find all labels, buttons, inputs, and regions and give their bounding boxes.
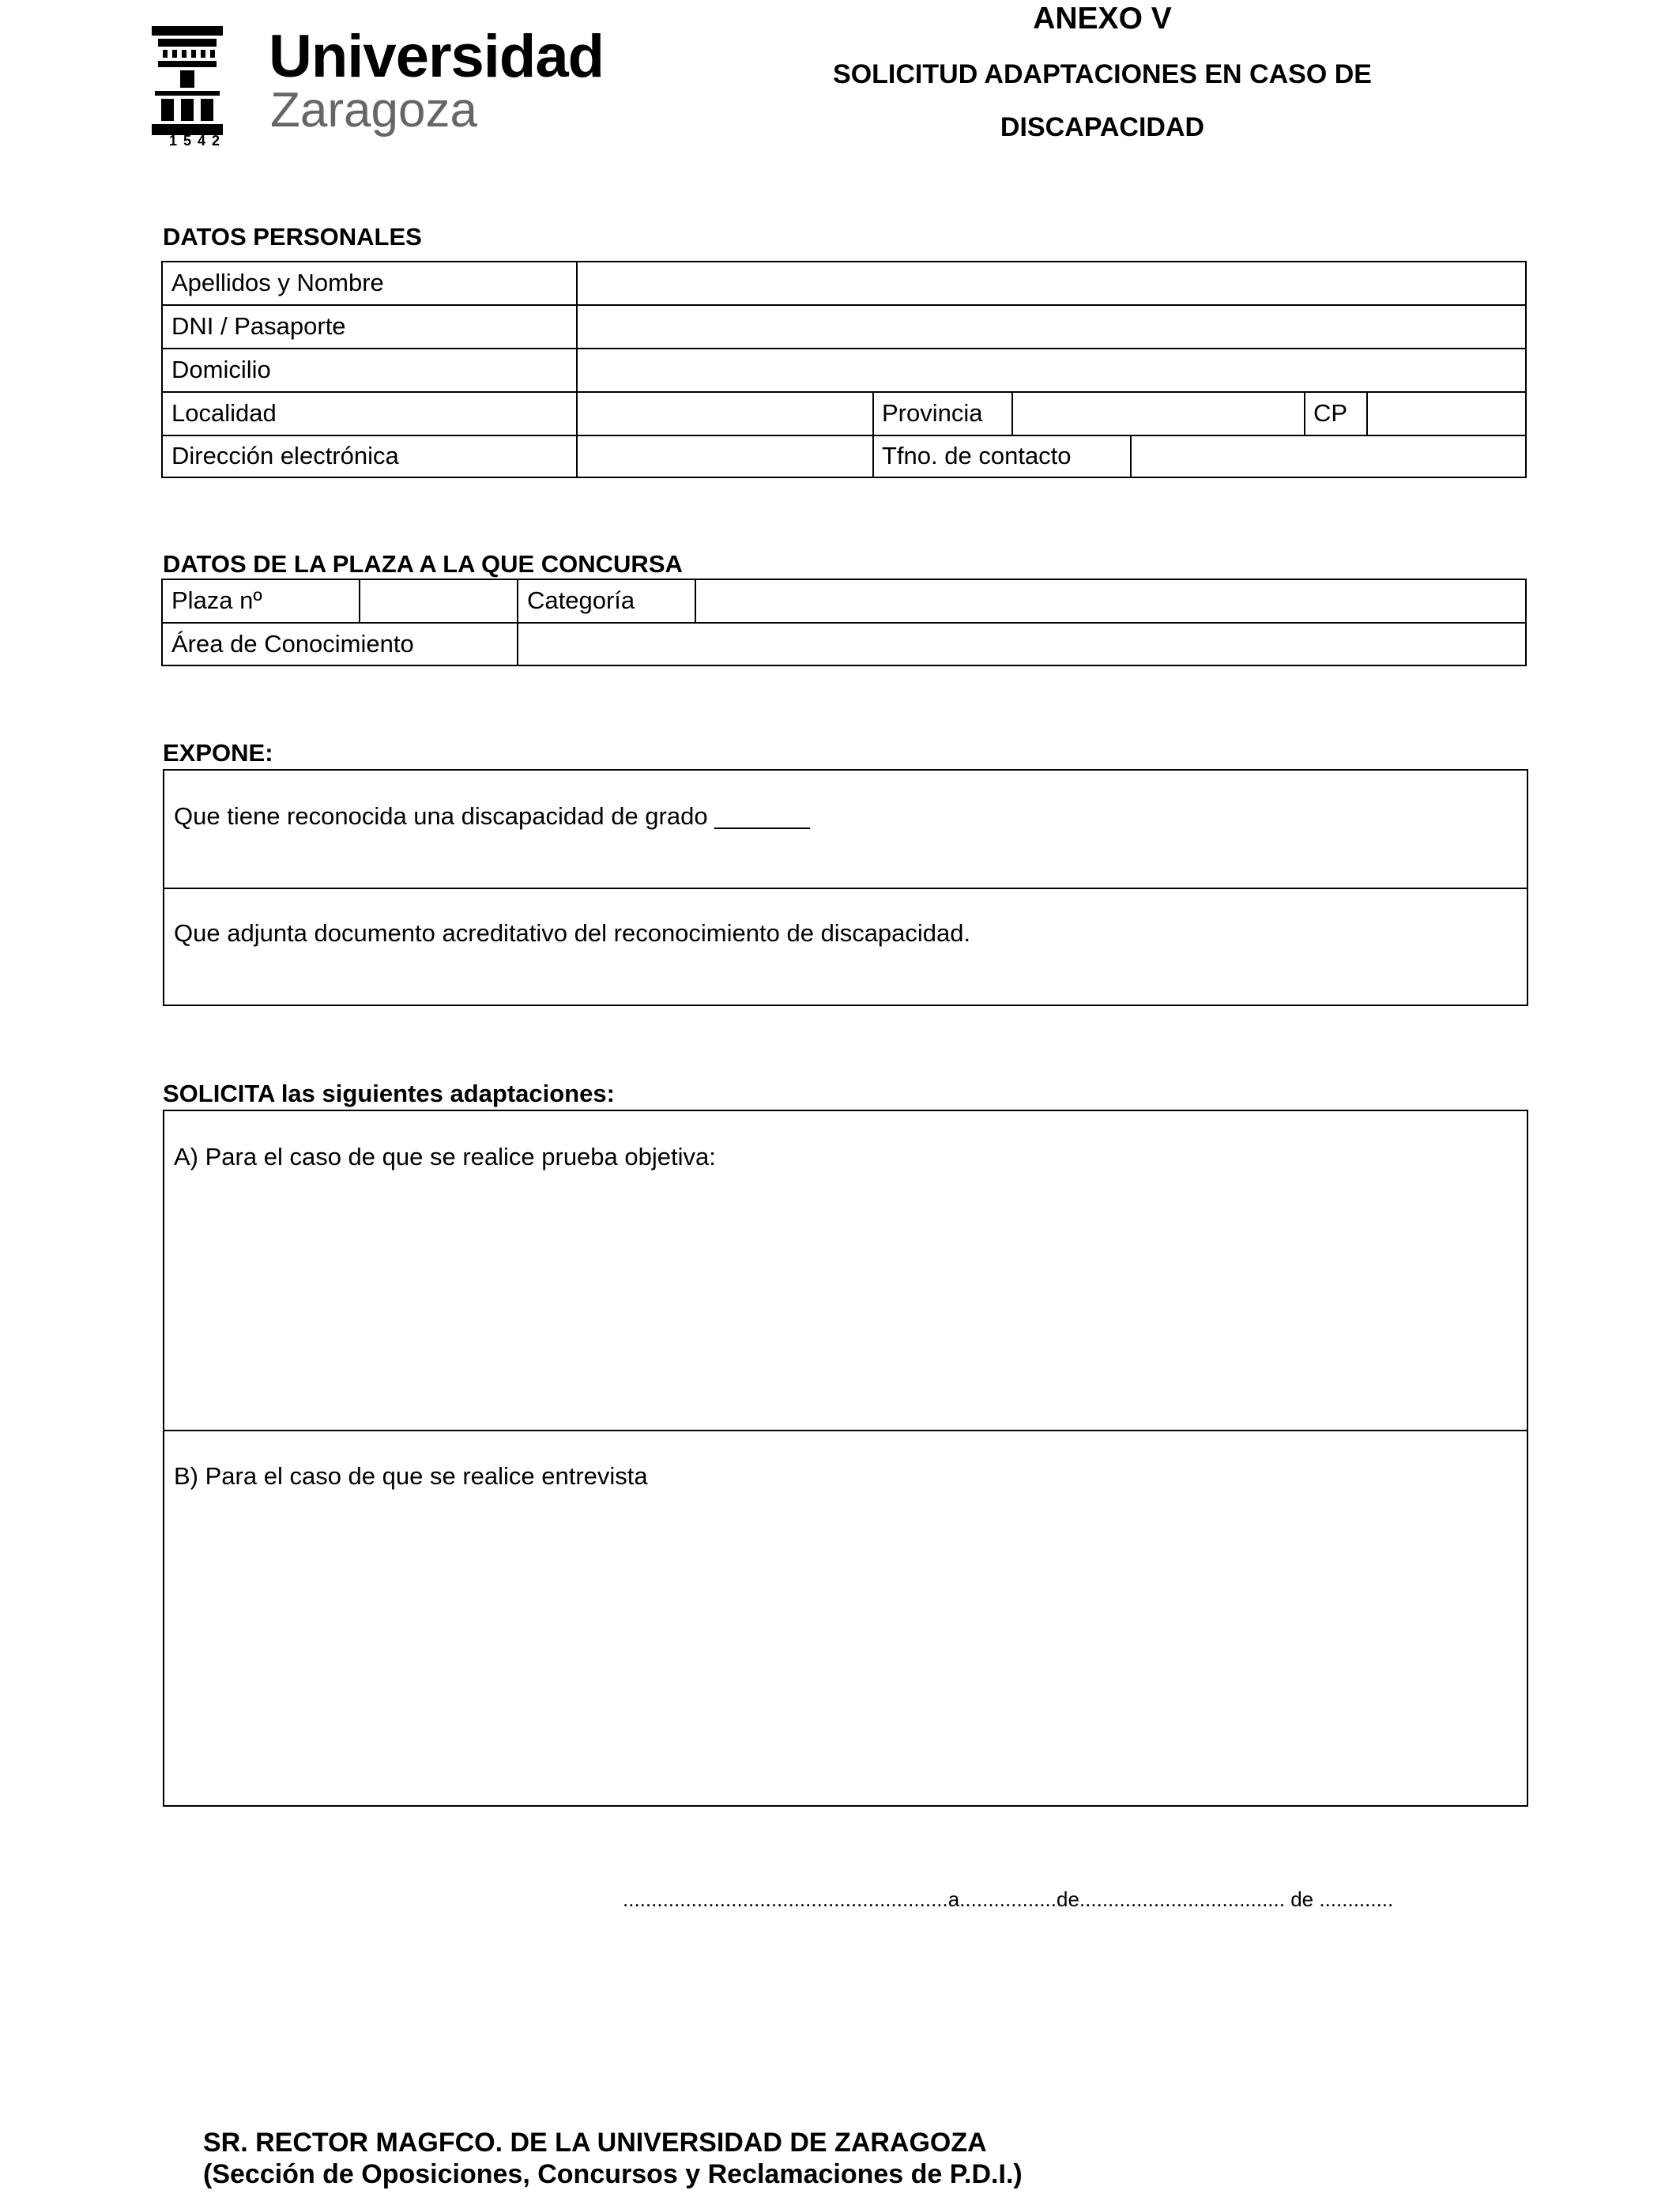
personal-section-title: DATOS PERSONALES xyxy=(163,223,422,251)
knowledge-area-field[interactable] xyxy=(518,624,1524,664)
category-field[interactable] xyxy=(696,580,1524,621)
name-label: Apellidos y Nombre xyxy=(171,269,384,296)
address-field[interactable] xyxy=(578,349,1524,390)
solicita-box xyxy=(163,1110,1528,1807)
postal-code-field[interactable] xyxy=(1368,393,1524,434)
university-logo xyxy=(152,22,605,156)
logo-brand-line2: Zaragoza xyxy=(270,83,477,138)
option-a-field[interactable] xyxy=(166,1182,1525,1427)
address-label: Domicilio xyxy=(171,356,271,383)
knowledge-area-label: Área de Conocimiento xyxy=(171,630,414,658)
addressee-section: (Sección de Oposiciones, Concursos y Reclamaciones de P.D.I.) xyxy=(203,2159,1023,2189)
logo-year: 1542 xyxy=(169,133,227,149)
logo-brand-line1: Universidad xyxy=(269,23,605,90)
form-title-line2: DISCAPACIDAD xyxy=(1000,112,1205,142)
name-field[interactable] xyxy=(578,262,1524,303)
phone-field[interactable] xyxy=(1132,436,1524,476)
expone-section-title: EXPONE: xyxy=(163,739,273,767)
expone-disability-grade: Que tiene reconocida una discapacidad de grado _______ xyxy=(174,802,810,830)
city-field[interactable] xyxy=(578,393,871,434)
expone-box xyxy=(163,769,1528,1006)
city-label: Localidad xyxy=(171,399,277,427)
university-crest-icon xyxy=(152,26,223,141)
option-b-field[interactable] xyxy=(166,1502,1525,1804)
position-section-title: DATOS DE LA PLAZA A LA QUE CONCURSA xyxy=(163,550,683,578)
position-number-field[interactable] xyxy=(360,580,515,621)
phone-label: Tfno. de contacto xyxy=(882,442,1072,469)
form-title-line1: SOLICITUD ADAPTACIONES EN CASO DE xyxy=(833,59,1372,89)
postal-code-label: CP xyxy=(1313,399,1348,427)
solicita-section-title: SOLICITA las siguientes adaptaciones: xyxy=(163,1080,615,1107)
email-label: Dirección electrónica xyxy=(171,442,399,469)
option-a-objective-test: A) Para el caso de que se realice prueba objetiva: xyxy=(174,1143,716,1171)
province-label: Provincia xyxy=(882,399,983,427)
option-b-interview: B) Para el caso de que se realice entrevista xyxy=(174,1462,648,1490)
annex-title: ANEXO V xyxy=(1033,2,1172,36)
addressee: SR. RECTOR MAGFCO. DE LA UNIVERSIDAD DE ZARAGOZA xyxy=(203,2128,987,2158)
expone-attached-document: Que adjunta documento acreditativo del reconocimiento de discapacidad. xyxy=(174,919,971,947)
id-label: DNI / Pasaporte xyxy=(171,312,346,340)
province-field[interactable] xyxy=(1013,393,1302,434)
id-field[interactable] xyxy=(578,306,1524,347)
category-label: Categoría xyxy=(527,586,635,614)
place-date-line[interactable]: .........................................................a.................de.................................... de ............. xyxy=(623,1887,1394,1911)
position-number-label: Plaza nº xyxy=(171,586,262,614)
email-field[interactable] xyxy=(578,436,871,476)
